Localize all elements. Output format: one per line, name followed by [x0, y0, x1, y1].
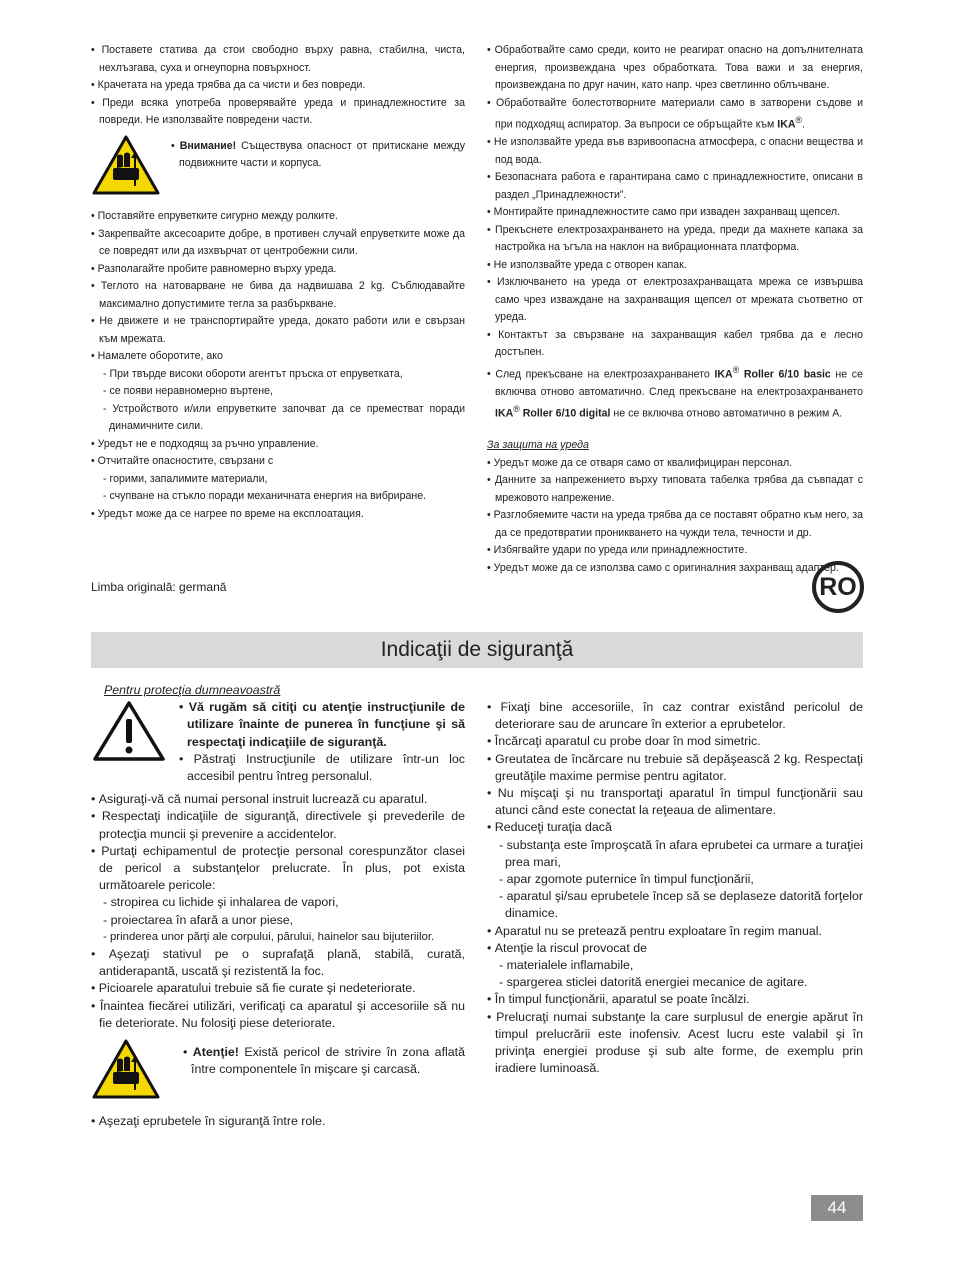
bg-item: [487, 95, 863, 135]
section-title-bar: [91, 632, 863, 668]
bg-item: • Данните за напрежението върху типовата табелка трябва да съвпадат с мрежовото напрежение.: [487, 472, 863, 507]
bg-subitem: - При твърде високи обороти агентът пръска от епруветката,: [91, 366, 465, 384]
bg-item: • Прекъснете електрозахранването на уреда, преди да махнете капака за настройка на ъгъла на наклон на вибрационната платформа.: [487, 222, 863, 257]
ro-subitem: - materialele inflamabile,: [487, 957, 863, 974]
ro-item: • Picioarele aparatului trebuie să fie curate şi nedeteriorate.: [91, 980, 465, 997]
bg-item: • Поставете статива да стои свободно върху равна, стабилна, чиста, нехлъзгава, суха и огнеупорна повърхност.: [91, 42, 465, 77]
ro-subitem: - proiectarea în afară a unor piese,: [91, 912, 465, 929]
bg-subitem: - горими, запалимите материали,: [91, 471, 465, 489]
bg-right-column: [487, 42, 863, 577]
ro-item: • În timpul funcţionării, aparatul se poate încălzi.: [487, 991, 863, 1008]
bg-item: • Не използвайте уреда с отворен капак.: [487, 257, 863, 275]
bg-warning-text: [167, 138, 465, 173]
bg-item: • Изключването на уреда от електрозахранващата мрежа се извършва само чрез изваждане на захранващия щепсел от мрежата съответно от уреда.: [487, 274, 863, 327]
ika-brand: IKA: [714, 368, 733, 381]
ro-left-column: [91, 682, 465, 1130]
ro-right-column: [487, 699, 863, 1077]
bg-item: • Контактът за свързване на захранващия кабел трябва да е лесно достъпен.: [487, 327, 863, 362]
ro-subitem: - prinderea unor părţi ale corpului, părului, hainelor sau bijuteriilor.: [91, 929, 465, 946]
bg-item: • Отчитайте опасностите, свързани с: [91, 453, 465, 471]
ro-crush-warning: [91, 1038, 465, 1105]
bg-item: • Уредът не е подходящ за ръчно управление.: [91, 436, 465, 454]
ro-general-warning: [91, 699, 465, 785]
bg-item: • Намалете оборотите, ако: [91, 348, 465, 366]
ro-item: • Respectaţi indicaţiile de siguranţă, directivele şi prevederile de protecţia muncii şi prevenire a accidentelor.: [91, 808, 465, 842]
bg-item-text: не се включва отново автоматично в режим А.: [610, 407, 843, 420]
registered-mark: ®: [513, 404, 520, 415]
ro-warning-body: Există pericol de strivire în zona aflată între componentele în mişcare şi carcasă.: [191, 1045, 465, 1077]
ro-item: • Păstraţi Instrucţiunile de utilizare într-un loc accesibil pentru întreg personalul.: [175, 751, 465, 785]
bg-item: • Закрепвайте аксесоарите добре, в противен случай епруветките може да се повредят или да изхвърчат от центробежни сили.: [91, 226, 465, 261]
ro-item: • Purtaţi echipamentul de protecţie personal corespunzător clasei de pericol a substanţelor prelucrate. În plus, pot exista următoarele pericole:: [91, 843, 465, 895]
ro-item: • Aşezaţi eprubetele în siguranţă între role.: [91, 1113, 465, 1130]
registered-mark: ®: [732, 364, 740, 375]
ro-subitem: - aparatul şi/sau eprubetele încep să se deplaseze datorită forţelor dinamice.: [487, 888, 863, 922]
bg-item: • Обработвайте само среди, които не реагират опасно на допълнителната енергия, произвеждана чрез обработката. Това важи и за енергия, произвеждана по друг начин, като напр. чрез светлинно облъчване.: [487, 42, 863, 95]
bg-item: • Не движете и не транспортирайте уреда, докато работи или е свързан към мрежата.: [91, 313, 465, 348]
bg-subitem: - Устройството и/или епруветките започват да се преместват поради динамичните сили.: [91, 401, 465, 436]
bg-item: • Не използвайте уреда във взривоопасна атмосфера, с опасни вещества и под вода.: [487, 134, 863, 169]
bg-item: • Крачетата на уреда трябва да са чисти и без повреди.: [91, 77, 465, 95]
bg-subitem: - се появи неравномерно въртене,: [91, 383, 465, 401]
ro-item: • Asiguraţi-vă că numai personal instruit lucrează cu aparatul.: [91, 791, 465, 808]
bg-item-text: не се включва отново автоматично. След прекъсване на електрозахранването: [495, 368, 863, 398]
ro-warning-text: [177, 1044, 465, 1078]
ro-item: • Prelucraţi numai substanţe la care surplusul de energie apărut în timpul prelucrării este inofensiv. Acest lucru este valabil şi în privinţa energiei produse şi sub alte forme, de exemplu prin iradiere luminoasă.: [487, 1009, 863, 1078]
hand-crush-warning-icon: [91, 134, 161, 203]
bg-section-heading: За защита на уреда: [487, 439, 589, 452]
ro-warning-label: Atenţie!: [192, 1045, 239, 1060]
bg-item: • Уредът може да се отваря само от квалифициран персонал.: [487, 455, 863, 473]
ro-subitem: - apar zgomote puternice în timpul funcţionării,: [487, 871, 863, 888]
page-title: Indicaţii de siguranţă: [380, 638, 574, 661]
original-language-note: Limba originală: germană: [91, 580, 227, 594]
hand-crush-warning-icon: [91, 1038, 171, 1105]
ro-item: • Atenţie la riscul provocat de: [487, 940, 863, 957]
bg-item: • Разполагайте пробите равномерно върху уреда.: [91, 261, 465, 279]
ro-subitem: - spargerea sticlei datorită energiei mecanice de agitare.: [487, 974, 863, 991]
ro-section-heading: Pentru protecţia dumneavoastră: [104, 683, 281, 697]
bg-item-text: Обработвайте болестотворните материали само в затворени съдове и при подходящ аспиратор. За въпроси се обръщайте към: [495, 96, 863, 131]
ro-subitem: - substanţa este împroşcată în afara eprubetei ca urmare a turaţiei prea mari,: [487, 837, 863, 871]
period: .: [802, 118, 805, 131]
bg-item: • Преди всяка употреба проверявайте уреда и принадлежностите за повреди. Не използвайте повредени части.: [91, 95, 465, 130]
bg-subitem: - счупване на стъкло поради механичната енергия на вибриране.: [91, 488, 465, 506]
bg-item: • Избягвайте удари по уреда или принадлежностите.: [487, 542, 863, 560]
ro-item: • Aparatul nu se pretează pentru exploatare în regim manual.: [487, 923, 863, 940]
bg-item: • Теглото на натоварване не бива да надвишава 2 kg. Съблюдавайте максимално допустимите тегла за разбъркване.: [91, 278, 465, 313]
registered-mark: ®: [795, 115, 803, 125]
page-number: 44: [811, 1195, 863, 1221]
ro-item: • Nu mişcaţi şi nu transportaţi aparatul în timpul funcţionării sau atunci când este conectat la reţeaua de alimentare.: [487, 785, 863, 819]
ro-item: • Încărcaţi aparatul cu probe doar în mod simetric.: [487, 733, 863, 750]
bg-warning-label: Внимание!: [179, 139, 237, 152]
bg-item: [487, 362, 863, 424]
exclamation-warning-icon: [91, 699, 169, 785]
bg-warning-body: Съществува опасност от притискане между подвижните части и корпуса.: [179, 139, 465, 169]
ro-item: • Reduceţi turaţia dacă: [487, 819, 863, 836]
ro-item: • Aşezaţi stativul pe o suprafaţă plană, stabilă, curată, antiderapantă, uscată şi rezistentă la foc.: [91, 946, 465, 980]
ro-item: • Înaintea fiecărei utilizări, verificaţi ca aparatul şi accesoriile să nu fie deteriorate. Nu folosiţi piese deteriorate.: [91, 998, 465, 1032]
language-badge: RO: [812, 561, 864, 613]
ro-warning-bold: • Vă rugăm să citiţi cu atenţie instrucţiunile de utilizare înainte de punerea în funcţiune şi să respectaţi indicaţiile de siguranţă.: [175, 699, 465, 751]
ro-item: • Greutatea de încărcare nu trebuie să depăşească 2 kg. Respectaţi greutăţile maxime permise pentru agitator.: [487, 751, 863, 785]
bg-item: • Разглобяемите части на уреда трябва да се поставят обратно към него, за да се предотвратии проникването на чужди тела, течности и др.: [487, 507, 863, 542]
bg-item-text: След прекъсване на електрозахранването: [495, 368, 710, 381]
bg-item: • Уредът може да се използва само с оригиналния захранващ адаптер.: [487, 560, 863, 578]
bg-item: • Уредът може да се нагрее по време на експлоатация.: [91, 506, 465, 524]
ro-subitem: - stropirea cu lichide şi inhalarea de vapori,: [91, 894, 465, 911]
bg-item: • Монтирайте принадлежностите само при изваден захранващ щепсел.: [487, 204, 863, 222]
bg-item: • Поставяйте епруветките сигурно между ролките.: [91, 208, 465, 226]
bg-left-column: [91, 42, 465, 523]
bg-crush-warning: [91, 134, 465, 203]
ika-brand: IKA: [495, 407, 514, 420]
ika-brand: IKA: [777, 118, 796, 131]
model-basic: Roller 6/10 basic: [743, 368, 831, 381]
bg-item: • Безопасната работа е гарантирана само с принадлежностите, описани в раздел „Принадлежности”.: [487, 169, 863, 204]
ro-item: • Fixaţi bine accesoriile, în caz contrar existând pericolul de deteriorare sau de aruncare în exterior a eprubetelor.: [487, 699, 863, 733]
model-digital: Roller 6/10 digital: [522, 407, 611, 420]
